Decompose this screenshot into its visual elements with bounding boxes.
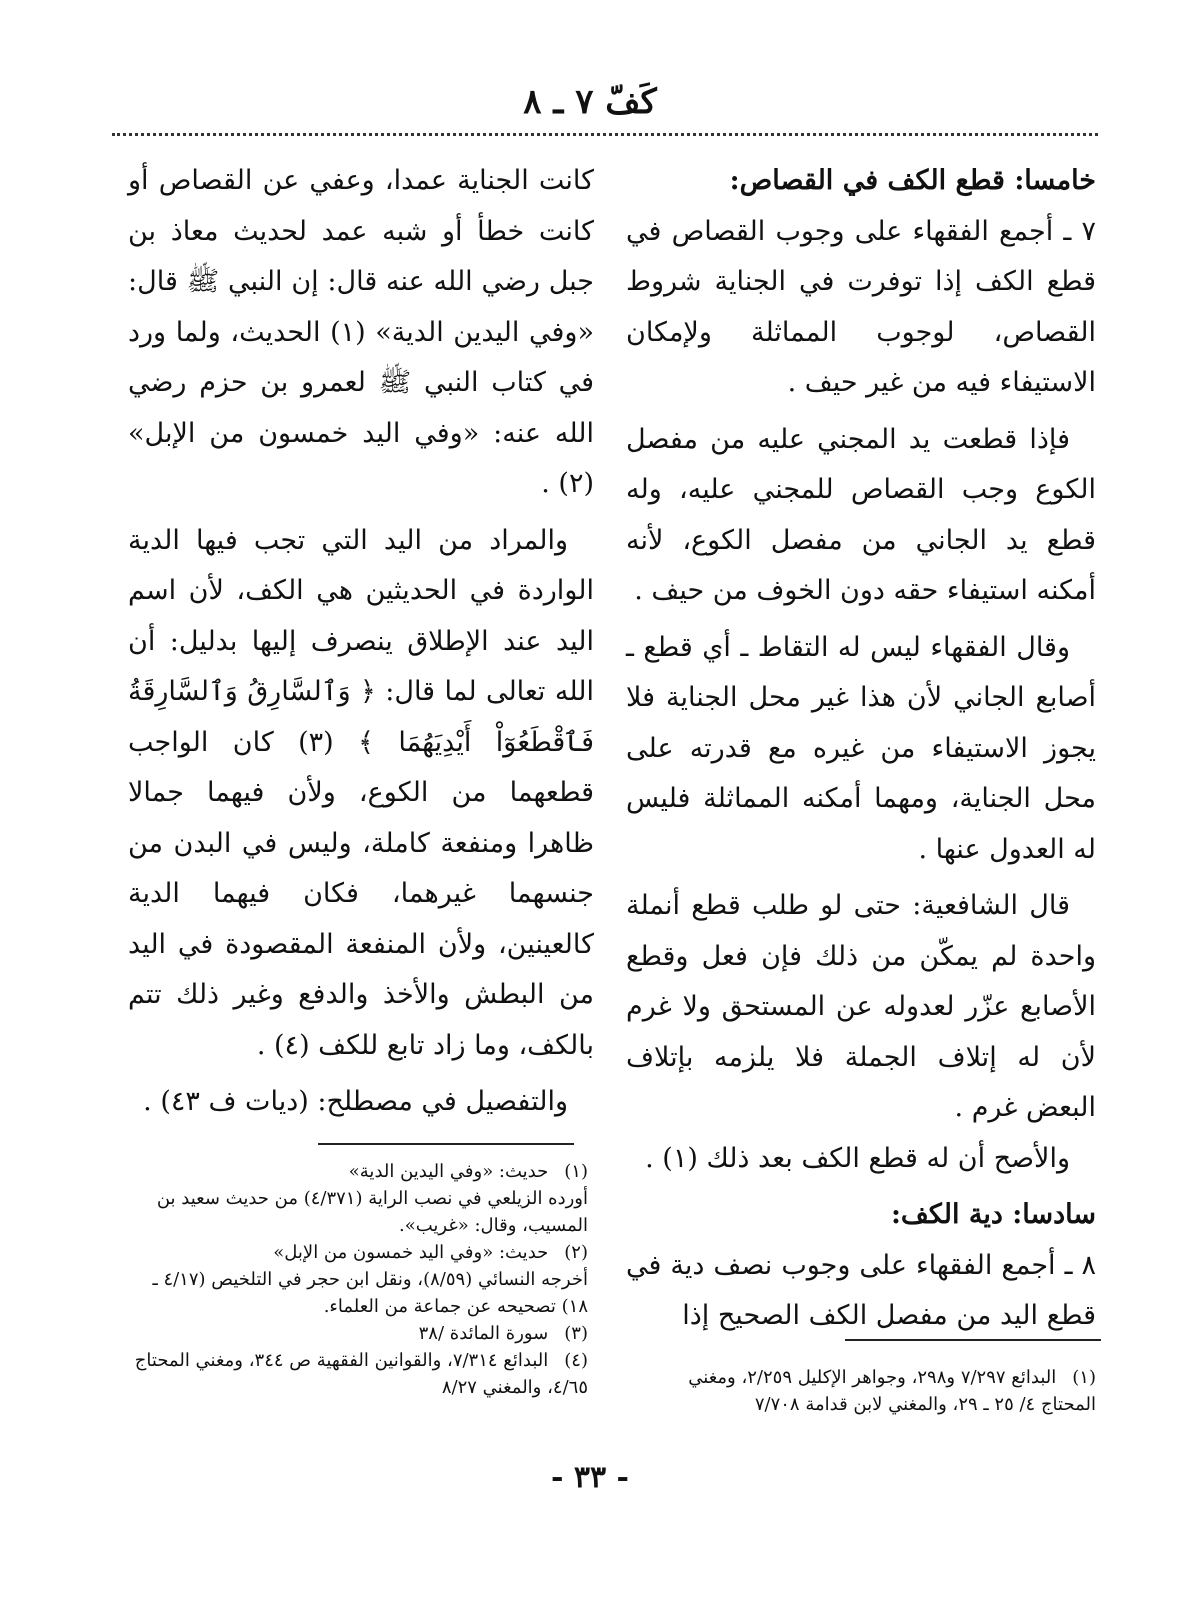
footnote-number: (٢) [564, 1242, 588, 1263]
paragraph-continued: كانت الجناية عمدا، وعفي عن القصاص أو كانت خطأ أو شبه عمد لحديث معاذ بن جبل رضي الله عنه قال: إن النبي ﷺ قال: «وفي اليدين الدية» (١) الحديث، ولما ورد في كتاب النبي ﷺ لعمرو بن حزم رضي الله عنه: «وفي اليد خمسون من الإبل» (٢) . [128, 165, 594, 499]
footnote-item [128, 1347, 588, 1401]
page-number: - ٣٣ - [550, 1460, 630, 1495]
footnote-item [128, 1158, 588, 1239]
footnote-divider-left [318, 1143, 574, 1145]
paragraph-8: ٨ ـ أجمع الفقهاء على وجوب نصف دية في قطع اليد من مفصل الكف الصحيح إذا [626, 1249, 1096, 1331]
footnote-divider-right [845, 1339, 1101, 1341]
footnote-number: (١) [1072, 1367, 1096, 1388]
footnote-continuation: أخرجه النسائي (٨/٥٩)، ونقل ابن حجر في التلخيص (٤/١٧ ـ ١٨) تصحيحه عن جماعة من العلماء. [152, 1269, 588, 1317]
paragraph-meaning-of-hand: والمراد من اليد التي تجب فيها الدية الواردة في الحديثين هي الكف، لأن اسم اليد عند الإطلاق ينصرف إليها بدليل: أن الله تعالى لما قال: ﴿ وَٱلسَّارِقُ وَٱلسَّارِقَةُ فَٱقْطَعُوٓاْ أَيْدِيَهُمَا ﴾ (٣) كان الواجب قطعهما من الكوع، ولأن فيهما جمالا ظاهرا ومنفعة كاملة، وليس في البدن من جنسهما غيرهما، فكان فيهما الدية كالعينين، ولأن المنفعة المقصودة في اليد من البطش والأخذ والدفع وغير ذلك تتم بالكف، وما زاد تابع للكف (٤) . [128, 524, 594, 1061]
section-heading-diya: سادسا: دية الكف: [890, 1199, 1096, 1230]
footnote-text: سورة المائدة /٣٨ [418, 1323, 549, 1344]
paragraph-kaw: فإذا قطعت يد المجني عليه من مفصل الكوع وجب القصاص للمجني عليه، وله قطع يد الجاني من مفصل الكوع، لأنه أمكنه استيفاء حقه دون الخوف من حيف . [626, 423, 1096, 606]
footnotes-left [128, 1158, 588, 1401]
footnote-item [640, 1364, 1096, 1418]
footnotes-right [640, 1364, 1096, 1418]
left-column [128, 156, 594, 1128]
footnote-item [128, 1320, 588, 1347]
footnote-text: البدائع ٧/٢٩٧ و٢٩٨، وجواهر الإكليل ٢/٢٥٩، ومغني المحتاج ٤/ ٢٥ ـ ٢٩، والمغني لابن قدامة ٧/٧٠٨ [688, 1367, 1096, 1415]
footnote-text: البدائع ٧/٣١٤، والقوانين الفقهية ص ٣٤٤، ومغني المحتاج ٤/٦٥، والمغني ٨/٢٧ [134, 1350, 588, 1398]
paragraph-7: ٧ ـ أجمع الفقهاء على وجوب القصاص في قطع الكف إذا توفرت في الجناية شروط القصاص، لوجوب المماثلة ولإمكان الاستيفاء فيه من غير حيف . [626, 215, 1096, 398]
footnote-text: حديث: «وفي اليد خمسون من الإبل» [273, 1242, 549, 1263]
section-heading-qisas: خامسا: قطع الكف في القصاص: [729, 165, 1096, 196]
header-dotted-rule [112, 133, 1098, 136]
paragraph-details: والتفصيل في مصطلح: (ديات ف ٤٣) . [143, 1086, 568, 1117]
footnote-text: حديث: «وفي اليدين الدية» [348, 1161, 549, 1182]
paragraph-shafii: قال الشافعية: حتى لو طلب قطع أنملة واحدة لم يمكّن من ذلك فإن فعل وقطع الأصابع عزّر لعدوله عن المستحق ولا غرم لأن له إتلاف الجملة فلا يلزمه بإتلاف البعض غرم . [626, 890, 1096, 1123]
footnote-continuation: أورده الزيلعي في نصب الراية (٤/٣٧١) من حديث سعيد بن المسيب، وقال: «غريب». [156, 1188, 588, 1236]
footnote-number: (٤) [564, 1350, 588, 1371]
running-header: كَفّ ٧ ـ ٨ [523, 82, 657, 122]
footnote-number: (١) [564, 1161, 588, 1182]
footnote-item [128, 1239, 588, 1320]
paragraph-asah: والأصح أن له قطع الكف بعد ذلك (١) . [645, 1142, 1070, 1174]
footnote-number: (٣) [564, 1323, 588, 1344]
paragraph-fingers: وقال الفقهاء ليس له التقاط ـ أي قطع ـ أصابع الجاني لأن هذا غير محل الجناية فلا يجوز الاستيفاء من غيره مع قدرته على محل الجناية، ومهما أمكنه المماثلة فليس له العدول عنها . [626, 631, 1096, 865]
right-column [626, 156, 1096, 1342]
